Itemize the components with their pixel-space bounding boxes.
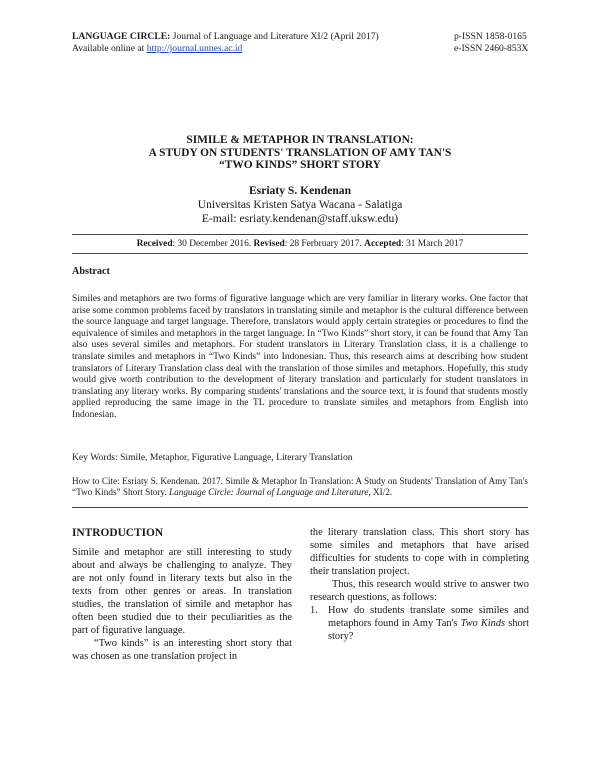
divider-body <box>72 507 528 508</box>
revised-date: : 28 Ferbruary 2017. <box>284 239 362 249</box>
intro-paragraph-4: Thus, this research would strive to answer two research questions, as follows: <box>310 579 529 603</box>
title-line-1: SIMILE & METAPHOR IN TRANSLATION: <box>186 134 414 146</box>
author-affiliation: Universitas Kristen Satya Wacana - Salatiga <box>197 198 403 211</box>
intro-paragraph-1: Simile and metaphor are still interesting to study about and always be challenging to analyze. They are not only found in literary texts but also in the texts from other genres or areas. In translation studies, the translation of simile and metaphor has often been studied due to their peculiarities as the part of figurative language. <box>72 547 292 636</box>
question-text-main: How do students translate some similes and metaphors found in Amy Tan's <box>328 605 529 629</box>
citation-journal: Language Circle: Journal of Language and Literature <box>169 487 369 498</box>
journal-issue: Journal of Language and Literature XI/2 (April 2017) <box>170 31 379 42</box>
question-text-tail: short story? <box>328 618 529 642</box>
question-text-italic: Two Kinds <box>460 618 506 629</box>
abstract-text: Similes and metaphors are two forms of figurative language which are very familiar in literary works. One factor that arise some common problems faced by translators in translating simile and metaphor is the cultural difference between the source language and target language. Therefore, translators would apply certain strategies or procedures to find the equivalence of similes and metaphors in the target language. In “Two Kinds” short story, it can be found that Amy Tan also uses several similes and metaphors. For student translators in Literary Translation class, it is a challenge to translate similes and metaphors in “Two Kinds” into Indonesian. Thus, this research aims at describing how student translators of Literary Translation class deal with the translation of those similes and metaphors. Hopefully, this study would give worth contribution to the development of literary translation and particularly for student translators in translating any literary works. By comparing students' translations and the source text, it is found that students mostly applied reproducing the same image in the TL procedure to translate similes and metaphors from English into Indonesian. <box>72 293 528 420</box>
journal-name: LANGUAGE CIRCLE: <box>72 31 171 42</box>
available-online-label: Available online at <box>72 43 147 54</box>
availability-line <box>72 43 242 55</box>
accepted-label: Accepted <box>364 239 402 249</box>
received-label: Received <box>136 239 173 249</box>
revised-label: Revised <box>253 239 285 249</box>
divider-bottom <box>72 253 528 254</box>
list-item <box>310 604 529 643</box>
submission-dates <box>72 239 528 250</box>
journal-title-line <box>72 31 379 43</box>
abstract-heading: Abstract <box>72 266 110 277</box>
introduction-heading: INTRODUCTION <box>72 527 164 539</box>
title-line-2: A STUDY ON STUDENTS' TRANSLATION OF AMY TAN'S <box>148 146 452 159</box>
divider-top <box>72 234 528 235</box>
p-issn: p-ISSN 1858-0165 <box>454 31 527 42</box>
citation-text: How to Cite: Esriaty S. Kendenan. 2017. Simile & Metaphor In Translation: A Study on Students' Translation of Amy Tan's “Two Kinds” Short Story. <box>72 476 528 498</box>
left-column <box>72 526 292 663</box>
question-number: 1. <box>310 605 318 616</box>
intro-paragraph-2: “Two kinds” is an interesting short story that was chosen as one translation project in <box>72 638 292 662</box>
author-name: Esriaty S. Kendenan <box>248 184 352 197</box>
paper-title <box>72 134 528 172</box>
citation-tail: , XI/2. <box>368 487 393 498</box>
intro-paragraph-3: the literary translation class. This short story has some similes and metaphors that have arised difficulties for students to cope with in completing their translation project. <box>310 527 529 577</box>
received-date: : 30 December 2016. <box>172 239 252 249</box>
citation <box>72 476 528 499</box>
accepted-date: : 31 March 2017 <box>401 239 464 249</box>
e-issn: e-ISSN 2460-853X <box>454 43 529 54</box>
question-text <box>328 604 529 643</box>
research-questions <box>310 604 529 643</box>
keywords: Key Words: Simile, Metaphor, Figurative Language, Literary Translation <box>72 452 353 463</box>
author-info <box>72 184 528 226</box>
journal-header <box>72 31 532 55</box>
right-column <box>310 526 529 643</box>
journal-url-link[interactable]: http://journal.unnes.ac.id <box>146 43 243 54</box>
title-line-3: “TWO KINDS” SHORT STORY <box>219 159 381 172</box>
author-email: E-mail: esriaty.kendenan@staff.uksw.edu) <box>201 212 399 225</box>
